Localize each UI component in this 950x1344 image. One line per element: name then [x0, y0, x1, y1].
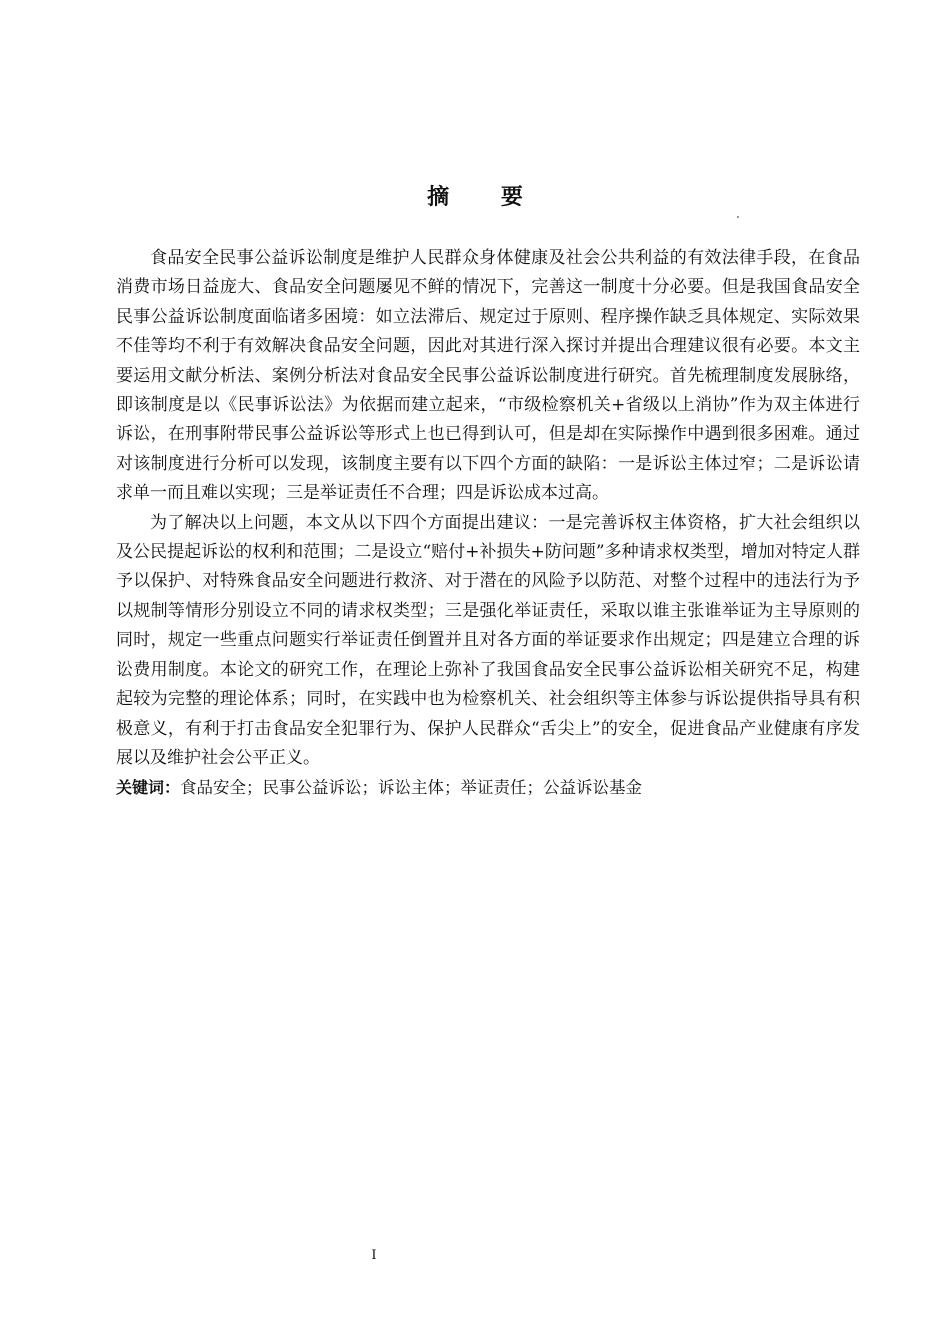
abstract-paragraph-1: 食品安全民事公益诉讼制度是维护人民群众身体健康及社会公共利益的有效法律手段，在食品消费市场日益庞大、食品安全问题屡见不鲜的情况下，完善这一制度十分必要。但是我国食品安全民事公益诉讼制度面临诸多困境：如立法滞后、规定过于原则、程序操作缺乏具体规定、实际效果不佳等均不利于有效解决食品安全问题，因此对其进行深入探讨并提出合理建议很有必要。本文主要运用文献分析法、案例分析法对食品安全民事公益诉讼制度进行研究。首先梳理制度发展脉络，即该制度是以《民事诉讼法》为依据而建立起来，“市级检察机关+省级以上消协”作为双主体进行诉讼，在刑事附带民事公益诉讼等形式上也已得到认可，但是却在实际操作中遇到很多困难。通过对该制度进行分析可以发现，该制度主要有以下四个方面的缺陷：一是诉讼主体过窄；二是诉讼请求单一而且难以实现；三是举证责任不合理；四是诉讼成本过高。	[116, 248, 860, 504]
keywords-list: 食品安全；民事公益诉讼；诉讼主体；举证责任；公益诉讼基金	[180, 778, 643, 798]
keywords-line	[116, 773, 860, 803]
abstract-title: 摘 要	[427, 185, 545, 210]
abstract-paragraph-2: 为了解决以上问题，本文从以下四个方面提出建议：一是完善诉权主体资格，扩大社会组织以及公民提起诉讼的权利和范围；二是设立“赔付+补损失+防问题”多种请求权类型，增加对特定人群予以保护、对特殊食品安全问题进行救济、对于潜在的风险予以防范、对整个过程中的违法行为予以规制等情形分别设立不同的请求权类型；三是强化举证责任，采取以谁主张谁举证为主导原则的同时，规定一些重点问题实行举证责任倒置并且对各方面的举证要求作出规定；四是建立合理的诉讼费用制度。本论文的研究工作，在理论上弥补了我国食品安全民事公益诉讼相关研究不足，构建起较为完整的理论体系；同时，在实践中也为检察机关、社会组织等主体参与诉讼提供指导具有积极意义，有利于打击食品安全犯罪行为、保护人民群众“舌尖上”的安全，促进食品产业健康有序发展以及维护社会公平正义。	[116, 512, 860, 768]
abstract-body	[116, 244, 860, 803]
page-number: I	[371, 1248, 377, 1263]
scan-speck	[737, 216, 739, 218]
keywords-label: 关键词：	[116, 778, 181, 798]
